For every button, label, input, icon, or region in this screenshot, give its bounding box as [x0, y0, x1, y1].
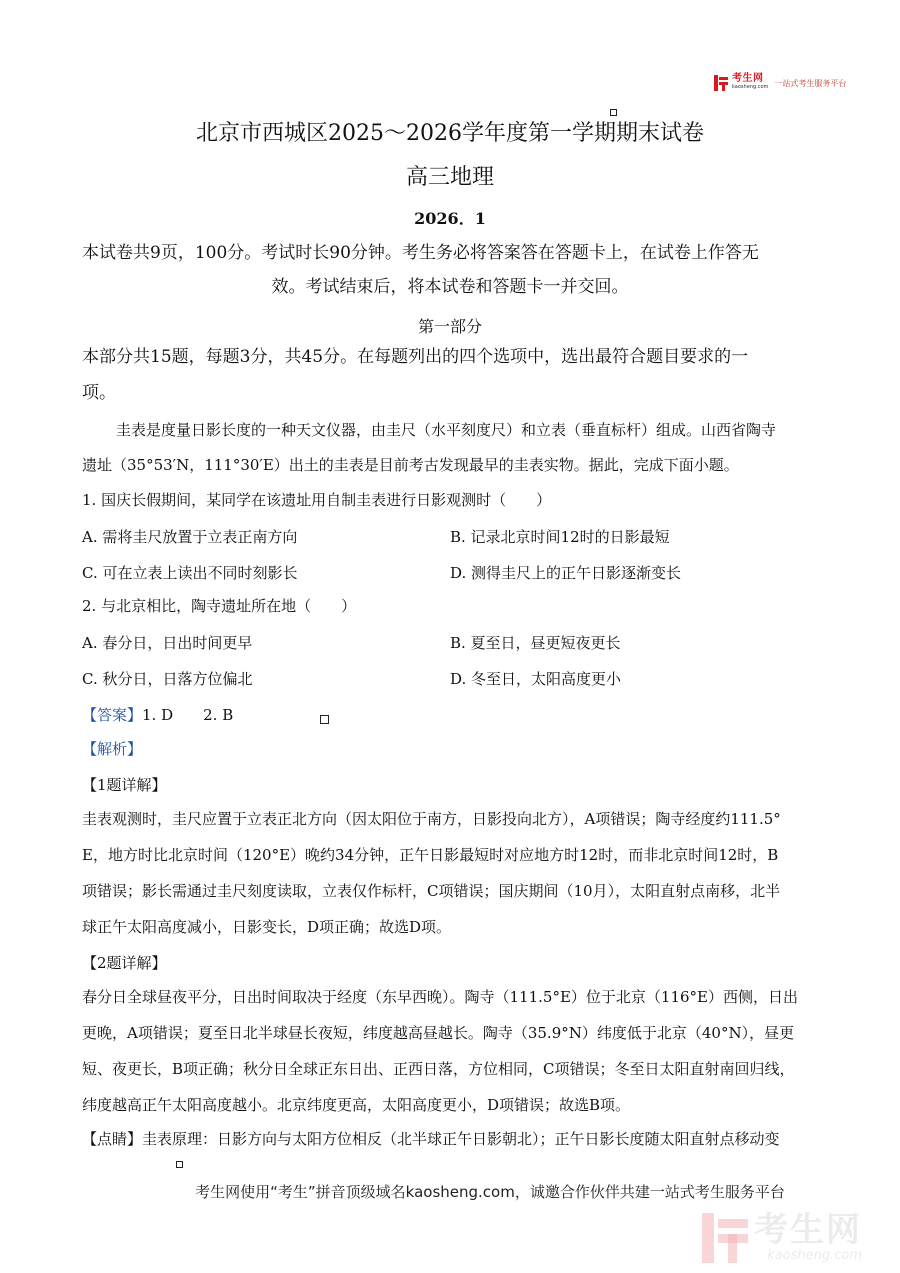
- exam-subject: 高三地理: [405, 165, 494, 190]
- marker-square-icon: [320, 715, 329, 724]
- watermark-logo-icon: [702, 1213, 748, 1263]
- notice-line-2: 效。考试结束后，将本试卷和答题卡一并交回。: [271, 277, 629, 297]
- q1-analysis-label: 【1题详解】: [82, 776, 167, 794]
- q2-analysis-line-3: 短、夜更长，B项正确；秋分日全球正东日出、正西日落，方位相同，C项错误；冬至日太阳直射南回归线，: [82, 1060, 795, 1078]
- answer-value: 1. D 2. B: [142, 706, 234, 724]
- answer-label: 【答案】: [82, 706, 143, 724]
- exam-title: 北京市西城区2025～2026学年度第一学期期末试卷: [196, 121, 704, 146]
- question-1-option-c: C. 可在立表上读出不同时刻影长: [82, 564, 298, 582]
- question-2-option-d: D. 冬至日，太阳高度更小: [450, 670, 622, 688]
- q2-analysis-line-1: 春分日全球昼夜平分，日出时间取决于经度（东早西晚）。陶寺（111.5°E）位于北京（116°E）西侧，日出: [82, 988, 798, 1006]
- logo-slogan: 一站式考生服务平台: [774, 78, 847, 88]
- question-1-option-a: A. 需将圭尺放置于立表正南方向: [82, 528, 298, 546]
- header-logo: [714, 73, 846, 93]
- watermark-logo: [702, 1212, 862, 1263]
- question-1-stem: 1. 国庆长假期间，某同学在该遗址用自制圭表进行日影观测时（ ）: [82, 491, 552, 509]
- watermark-name: 考生网: [754, 1210, 862, 1250]
- logo-name: 考生网: [732, 73, 764, 84]
- question-2-stem: 2. 与北京相比，陶寺遗址所在地（ ）: [82, 597, 357, 615]
- q1-analysis-line-2: E，地方时比北京时间（120°E）晚约34分钟，正午日影最短时对应地方时12时，而非北京时间12时，B: [82, 846, 779, 864]
- q2-analysis-line-2: 更晚，A项错误；夏至日北半球昼长夜短，纬度越高昼越长。陶寺（35.9°N）纬度低于北京（40°N），昼更: [82, 1024, 795, 1042]
- tip-label: 【点睛】: [82, 1130, 143, 1148]
- marker-square-icon: [610, 109, 617, 116]
- q1-analysis-line-4: 球正午太阳高度减小，日影变长，D项正确；故选D项。: [82, 918, 452, 936]
- watermark-domain: kaosheng.com: [767, 1248, 862, 1263]
- question-1-option-b: B. 记录北京时间12时的日影最短: [450, 528, 670, 546]
- passage-line-2: 遗址（35°53′N，111°30′E）出土的圭表是目前考古发现最早的圭表实物。据此，完成下面小题。: [82, 456, 739, 474]
- question-2-option-a: A. 春分日，日出时间更早: [82, 634, 253, 652]
- marker-square-icon: [176, 1161, 183, 1168]
- question-2-option-c: C. 秋分日，日落方位偏北: [82, 670, 253, 688]
- part-title: 第一部分: [417, 317, 482, 336]
- footer-text: 考生网使用“考生”拼音顶级域名kaosheng.com，诚邀合作伙伴共建一站式考生服务平台: [195, 1183, 785, 1201]
- part-intro-line-1: 本部分共15题，每题3分，共45分。在每题列出的四个选项中，选出最符合题目要求的一: [82, 347, 749, 367]
- logo-domain: kaosheng.com: [732, 84, 769, 90]
- question-2-option-b: B. 夏至日，昼更短夜更长: [450, 634, 621, 652]
- tip-text: 圭表原理：日影方向与太阳方位相反（北半球正午日影朝北）；正午日影长度随太阳直射点移动变: [142, 1130, 780, 1148]
- q2-analysis-label: 【2题详解】: [82, 954, 167, 972]
- q1-analysis-line-1: 圭表观测时，圭尺应置于立表正北方向（因太阳位于南方，日影投向北方），A项错误；陶寺经度约111.5°: [82, 810, 781, 828]
- notice-line-1: 本试卷共9页，100分。考试时长90分钟。考生务必将答案答在答题卡上，在试卷上作答无: [82, 243, 759, 263]
- tip-row: [82, 1128, 780, 1149]
- q2-analysis-line-4: 纬度越高正午太阳高度越小。北京纬度更高，太阳高度更小，D项错误；故选B项。: [82, 1096, 631, 1114]
- analysis-label: 【解析】: [82, 740, 143, 758]
- exam-date: 2026．1: [414, 209, 486, 228]
- kaosheng-logo-icon: [714, 75, 728, 91]
- q1-analysis-line-3: 项错误；影长需通过圭尺刻度读取，立表仅作标杆，C项错误；国庆期间（10月），太阳直射点南移，北半: [82, 882, 781, 900]
- passage-line-1: 圭表是度量日影长度的一种天文仪器，由圭尺（水平刻度尺）和立表（垂直标杆）组成。山西省陶寺: [116, 421, 777, 439]
- part-intro-line-2: 项。: [82, 383, 116, 403]
- question-1-option-d: D. 测得圭尺上的正午日影逐渐变长: [450, 564, 682, 582]
- answer-row: [82, 704, 233, 725]
